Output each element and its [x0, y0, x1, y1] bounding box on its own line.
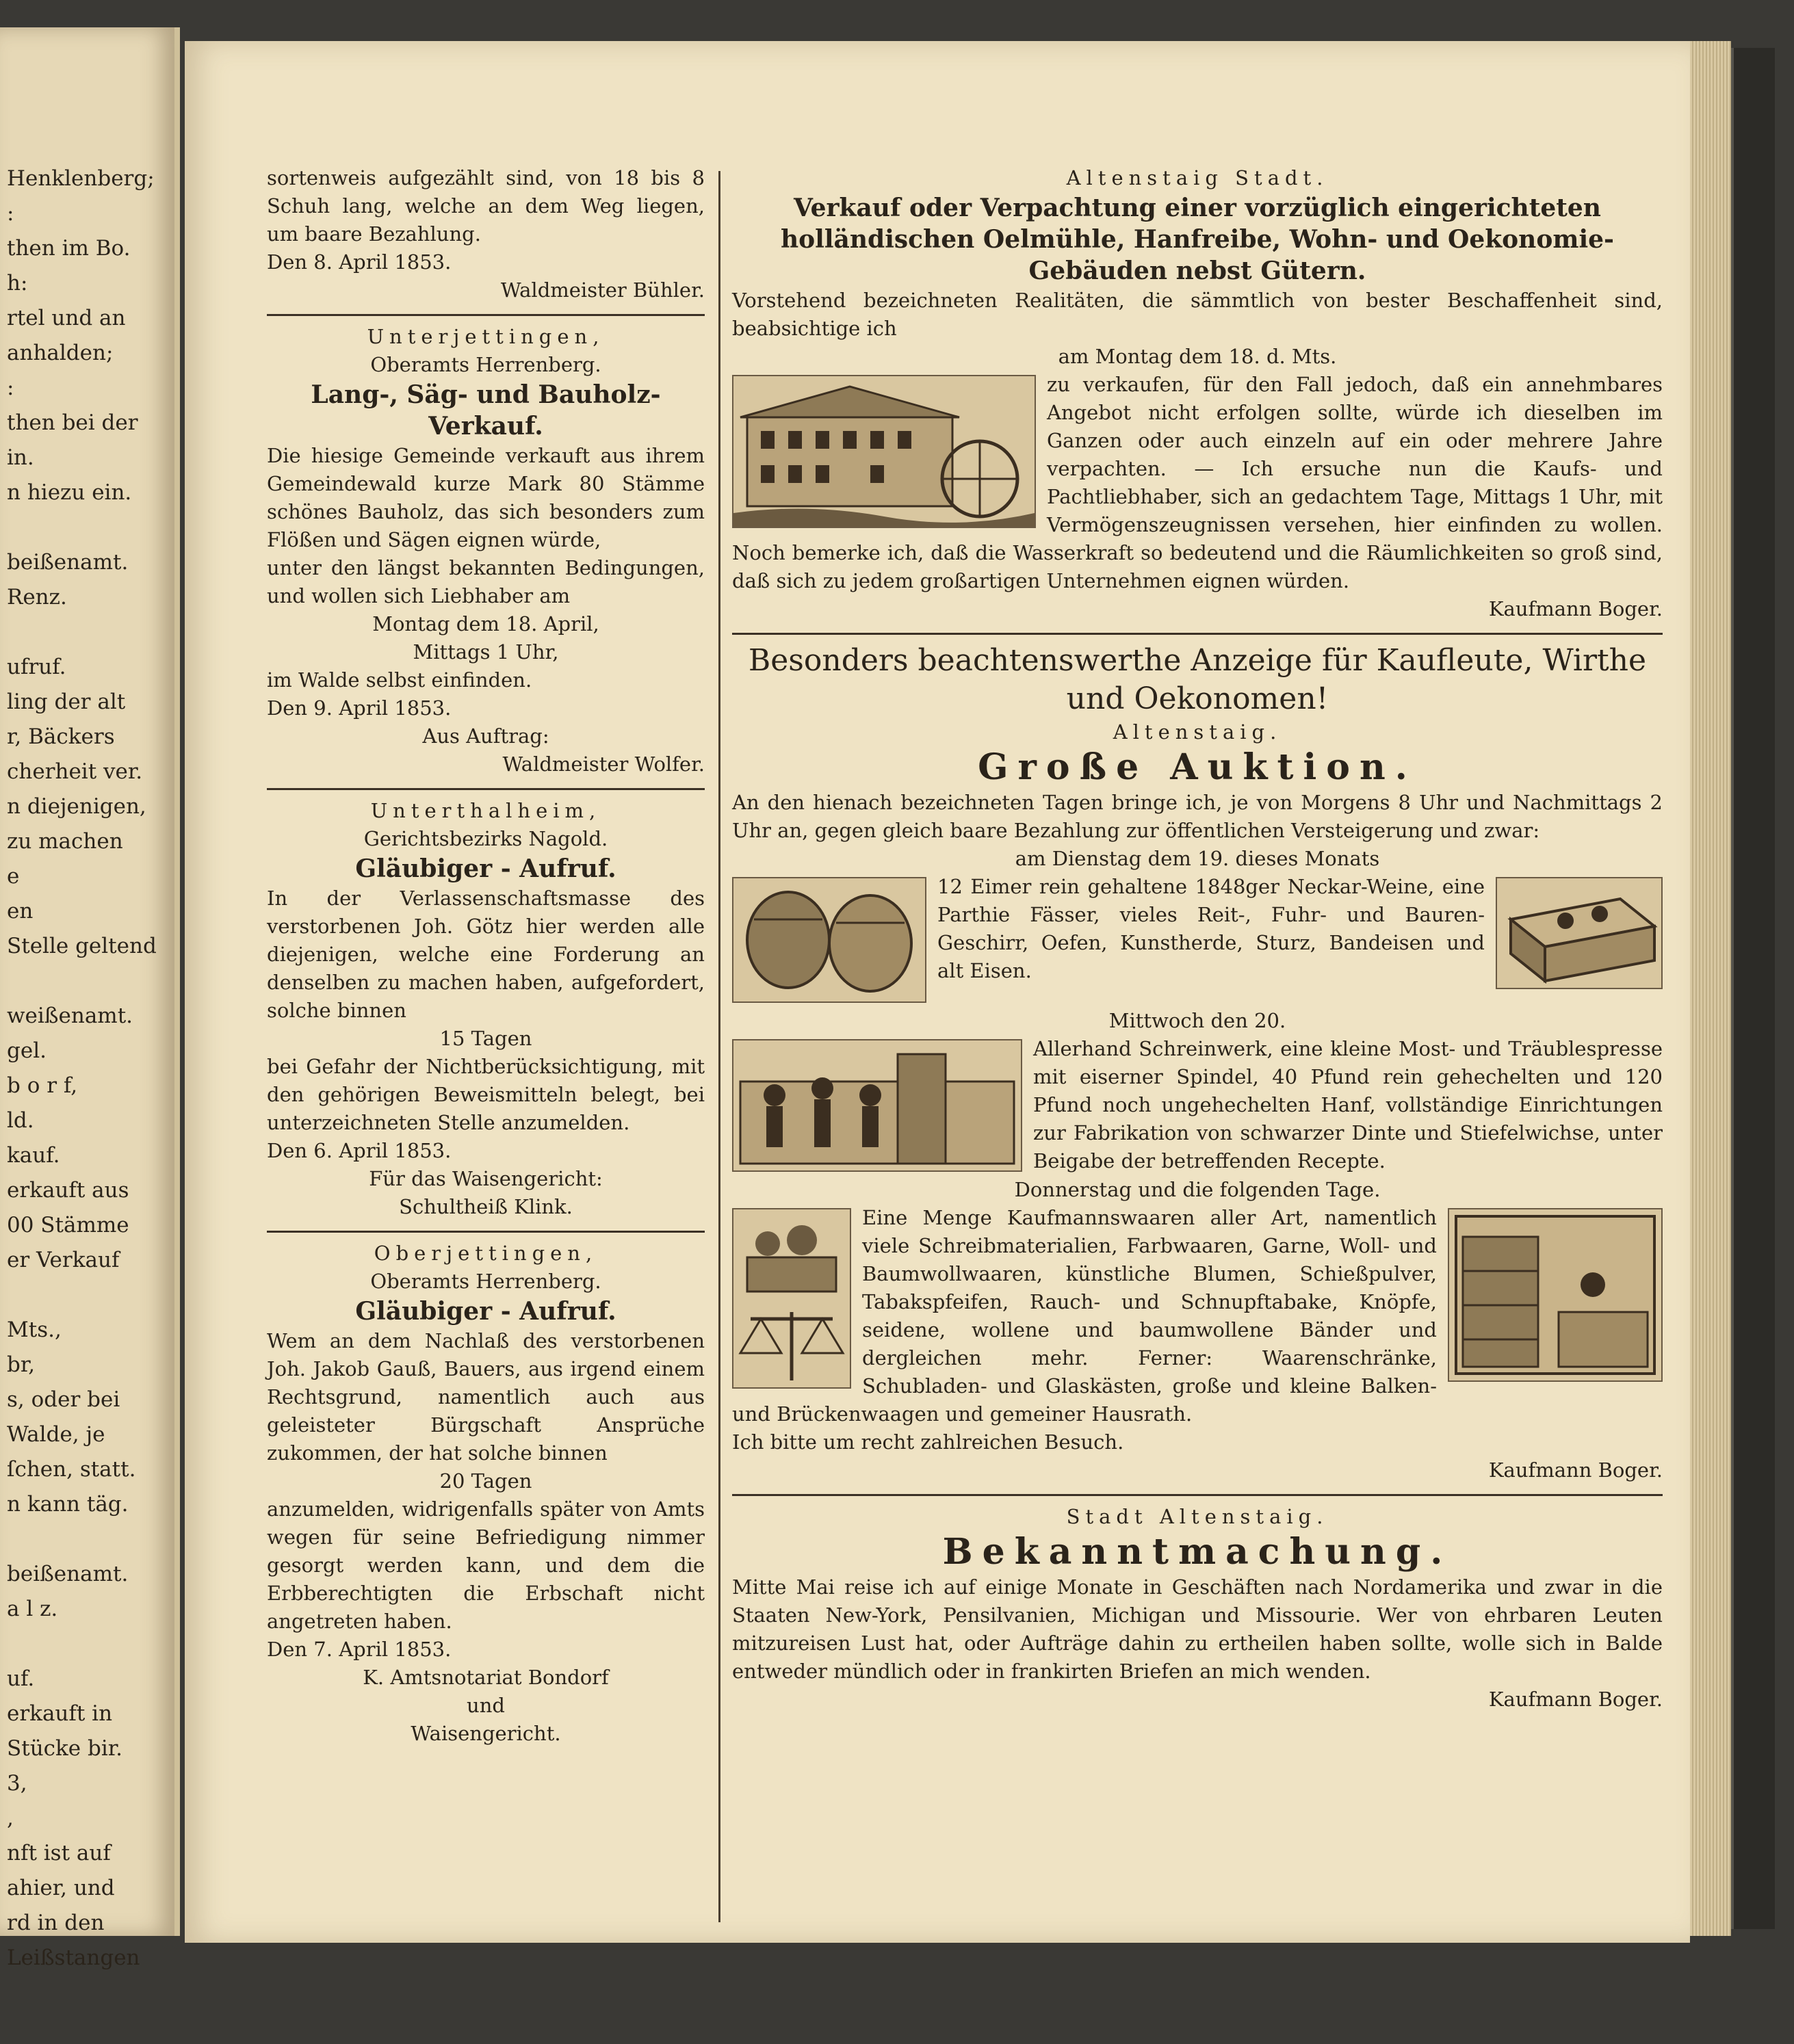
stove-illustration [1496, 877, 1663, 989]
ad-title: Lang-, Säg- und Bauholz-Verkauf. [311, 380, 661, 441]
left-page-line: rtel und an [7, 306, 126, 330]
left-page-line: er Verkauf [7, 1248, 120, 1272]
ad-headline: Besonders beachtenswerthe Anzeige für Kaufleute, Wirthe und Oekonomen! [748, 643, 1647, 716]
ad-title: Verkauf oder Verpachtung einer vorzüglich eingerichteten holländischen Oelmühle, Hanfreibe, Wohn- und Oekonomie-Gebäuden nebst Gütern. [781, 194, 1614, 285]
left-page-line: rd in den [7, 1911, 105, 1935]
shop-interior-illustration [1448, 1208, 1663, 1382]
ad-signature: Kaufmann Boger. [1488, 597, 1663, 620]
left-page-line: ufruf. [7, 655, 66, 679]
left-page-line: s, oder bei [7, 1387, 120, 1412]
intro-notice [267, 164, 705, 304]
ad-signature: K. Amtsnotariat Bondorf [363, 1666, 609, 1689]
ad-date: Den 7. April 1853. [267, 1638, 452, 1661]
left-page-line: anhalden; [7, 341, 114, 365]
left-page-line: r, Bäckers [7, 724, 115, 749]
ad-time: Mittags 1 Uhr, [413, 640, 559, 664]
left-page-line: erkauft in [7, 1701, 113, 1726]
left-page-line: 00 Stämme [7, 1213, 129, 1237]
left-page-line: ld. [7, 1108, 34, 1133]
left-page-line: Renz. [7, 585, 67, 610]
ad-title: Große Auktion. [978, 746, 1417, 788]
auction-day3: Donnerstag und die folgenden Tage. [1014, 1178, 1381, 1201]
ad-deadline: 15 Tagen [439, 1027, 532, 1050]
ad-place: Oberjettingen, [374, 1242, 598, 1265]
left-page-line: Stelle geltend [7, 934, 157, 958]
left-page-line: Leißstangen [7, 1945, 140, 1970]
ad-date-line: Montag dem 18. April, [372, 612, 599, 636]
left-page-line: cherheit ver. [7, 759, 143, 784]
left-page-line: n diejenigen, [7, 794, 146, 819]
ad-oberjettingen [267, 1240, 705, 1748]
left-page-line: n kann täg. [7, 1492, 129, 1517]
left-page-line: gel. [7, 1038, 47, 1063]
left-page-line: weißenamt. [7, 1004, 133, 1028]
ad-signature-court: Waisengericht. [411, 1722, 561, 1745]
ad-body: zu verkaufen, für den Fall jedoch, daß ein annehmbares Angebot nicht erfolgen sollte, würde ich dieselben im Ganzen oder auch einzeln auf ein oder mehrere Jahre verpachten. — Ich ersuche nun die Kaufs- und Pachtliebhaber, sich an gedachtem Tage, Mittags 1 Uhr, mit Vermögenszeugnissen versehen, hier einfinden zu wollen. Noch bemerke ich, daß die Wasserkraft so bedeutend und die Räumlichkeiten so groß sind, daß sich zu jedem großartigen Unternehmen eignen würden. [732, 373, 1663, 592]
left-page-line: nft ist auf [7, 1841, 111, 1865]
column-divider [718, 171, 720, 1922]
ad-date-line: am Montag dem 18. d. Mts. [1058, 345, 1337, 368]
divider [732, 1494, 1663, 1496]
ad-place: Unterjettingen, [367, 325, 605, 348]
left-page-line: beißenamt. [7, 550, 129, 575]
ad-body: Die hiesige Gemeinde verkauft aus ihrem Gemeindewald kurze Mark 80 Stämme schönes Bauholz, das sich besonders zum Flößen und Sägen eignen würde, [267, 444, 705, 551]
left-page-line: then bei der [7, 410, 138, 435]
left-page-line: : [7, 376, 14, 400]
left-page-line: a l z. [7, 1597, 58, 1621]
divider [267, 788, 705, 790]
auction-day1-text: 12 Eimer rein gehaltene 1848ger Neckar-Weine, eine Parthie Fässer, vieles Reit-, Fuhr- und Bauren-Geschirr, Oefen, Kunstherde, Sturz, Bandeisen und alt Eisen. [937, 875, 1485, 982]
ad-body: Wem an dem Nachlaß des verstorbenen Joh. Jakob Gauß, Bauers, aus irgend einem Rechtsgrund, namentlich auch aus geleisteter Bürgschaft Ansprüche zukommen, der hat solche binnen [267, 1329, 705, 1465]
ad-authority: Aus Auftrag: [422, 724, 549, 748]
ad-place: Unterthalheim, [370, 799, 601, 822]
left-page-line: Mts., [7, 1318, 62, 1342]
auction-day1: am Dienstag dem 19. dieses Monats [1015, 847, 1380, 870]
left-page-line: in. [7, 445, 34, 470]
ad-place: Altenstaig. [1113, 720, 1282, 744]
workshop-illustration [732, 1039, 1022, 1172]
mill-building-illustration [732, 375, 1036, 528]
ad-oelmuehle [732, 164, 1663, 623]
left-page-line: en [7, 899, 34, 923]
ad-body: Mitte Mai reise ich auf einige Monate in Geschäften nach Nordamerika und zwar in die Staaten New-York, Pensilvanien, Michigan und Missourie. Wer von ehrbaren Leuten mitzureisen Lust hat, oder Aufträge dahin zu ertheilen haben sollte, wolle sich in Balde entweder mündlich oder in frankirten Briefen an mich wenden. [732, 1575, 1663, 1683]
left-page-line: uf. [7, 1666, 35, 1691]
intro-text: sortenweis aufgezählt sind, von 18 bis 8 Schuh lang, welche an dem Weg liegen, um baare Bezahlung. [267, 166, 705, 246]
ad-authority: Für das Waisengericht: [369, 1167, 603, 1190]
left-page-line: n hiezu ein. [7, 480, 132, 505]
left-column [267, 164, 705, 1757]
ad-place: Altenstaig Stadt. [1066, 166, 1329, 189]
left-page-line: b o r f, [7, 1073, 78, 1098]
ad-title: Gläubiger - Aufruf. [355, 1297, 616, 1326]
left-page-line: ling der alt [7, 690, 126, 714]
ad-district: Oberamts Herrenberg. [370, 353, 601, 376]
ad-title: Bekanntmachung. [942, 1531, 1453, 1573]
left-page-line: Stücke bir. [7, 1736, 123, 1761]
ad-signature: Waldmeister Wolfer. [502, 752, 705, 776]
auction-day2-text: Allerhand Schreinwerk, eine kleine Most- und Träublespresse mit eiserner Spindel, 40 Pfund rein gehechelten und 120 Pfund noch ungehechelten Hanf, vollständige Einrichtungen zur Fabrikation von schwarzer Dinte und Stiefelwichse, unter Beigabe der betreffenden Recepte. [1033, 1037, 1663, 1172]
intro-signature: Waldmeister Bühler. [500, 278, 705, 302]
page-stack-edge [1690, 41, 1731, 1936]
ad-unterjettingen [267, 323, 705, 778]
auction-day2: Mittwoch den 20. [1108, 1009, 1286, 1032]
left-page-line: ſchen, statt. [7, 1457, 136, 1482]
ad-conditions: unter den längst bekannten Bedingungen, und wollen sich Liebhaber am [267, 556, 705, 607]
divider [267, 1231, 705, 1233]
ad-signature: Kaufmann Boger. [1488, 1688, 1663, 1711]
ad-signature: Kaufmann Boger. [1488, 1458, 1663, 1482]
ad-signature-and: und [467, 1694, 505, 1717]
left-page-line: e [7, 864, 20, 889]
left-page-line: erkauft aus [7, 1178, 129, 1203]
ad-body2: anzumelden, widrigenfalls später von Amts wegen für seine Befriedigung nimmer gesorgt werden kann, und dem die Erbberechtigten die Erbschaft nicht angetreten haben. [267, 1497, 705, 1633]
left-page-line: , [7, 1806, 14, 1831]
ad-district: Gerichtsbezirks Nagold. [363, 827, 608, 850]
ad-title: Gläubiger - Aufruf. [355, 854, 616, 883]
left-page [0, 27, 180, 1970]
left-page-line: Walde, je [7, 1422, 105, 1447]
left-page-line: h: [7, 271, 28, 296]
divider [732, 633, 1663, 635]
left-page-line: : [7, 201, 14, 226]
ad-bekanntmachung [732, 1503, 1663, 1714]
auction-day3-text: Eine Menge Kaufmannswaaren aller Art, namentlich viele Schreibmaterialien, Farbwaaren, Garne, Woll- und Baumwollwaaren, künstliche Blumen, Schießpulver, Tabakspfeifen, Rauch- und Schnupftabake, Knöpfe, seidene, wollene und baumwollene Bänder und dergleichen mehr. Ferner: Waarenschränke, Schubladen- und Glaskästen, große und kleine Balken- und Brückenwaagen und gemeiner Hausrath. [732, 1206, 1437, 1426]
ad-district: Oberamts Herrenberg. [370, 1270, 601, 1293]
ad-intro: An den hienach bezeichneten Tagen bringe ich, je von Morgens 8 Uhr und Nachmittags 2 Uhr an, gegen gleich baare Bezahlung zur öffentlichen Versteigerung und zwar: [732, 791, 1663, 842]
ad-body: In der Verlassenschaftsmasse des verstorbenen Joh. Götz hier werden alle diejenigen, welche eine Forderung an denselben zu machen haben, aufgefordert, solche binnen [267, 887, 705, 1022]
newspaper-page [185, 41, 1690, 1943]
right-column [732, 164, 1663, 1723]
cellar-barrels-illustration [732, 877, 926, 1003]
ad-unterthalheim [267, 797, 705, 1221]
ad-date: Den 6. April 1853. [267, 1139, 452, 1162]
left-page-line: Henklenberg; [7, 166, 155, 191]
left-page-line: kauf. [7, 1143, 60, 1168]
ad-signature: Schultheiß Klink. [399, 1195, 573, 1218]
left-page-line: then im Bo. [7, 236, 131, 261]
ad-date: Den 9. April 1853. [267, 696, 452, 720]
left-page-line: beißenamt. [7, 1562, 129, 1586]
left-page-line: br, [7, 1352, 36, 1377]
ad-place: Stadt Altenstaig. [1066, 1505, 1329, 1528]
ad-body2: bei Gefahr der Nichtberücksichtigung, mit den gehörigen Beweismitteln belegt, bei unterzeichneten Stelle anzumelden. [267, 1055, 705, 1134]
left-page-line: zu machen [7, 829, 123, 854]
divider [267, 314, 705, 316]
ad-deadline: 20 Tagen [439, 1469, 532, 1493]
intro-date: Den 8. April 1853. [267, 250, 452, 274]
book-cover-edge [1731, 48, 1775, 1929]
left-page-line: 3, [7, 1771, 27, 1796]
goods-and-scales-illustration [732, 1208, 851, 1389]
ad-closing: Ich bitte um recht zahlreichen Besuch. [732, 1430, 1124, 1454]
ad-auktion [732, 642, 1663, 1484]
ad-place-line: im Walde selbst einfinden. [267, 668, 532, 692]
left-page-line: ahier, und [7, 1876, 115, 1900]
ad-intro: Vorstehend bezeichneten Realitäten, die sämmtlich von bester Beschaffenheit sind, beabsichtige ich [732, 289, 1663, 340]
